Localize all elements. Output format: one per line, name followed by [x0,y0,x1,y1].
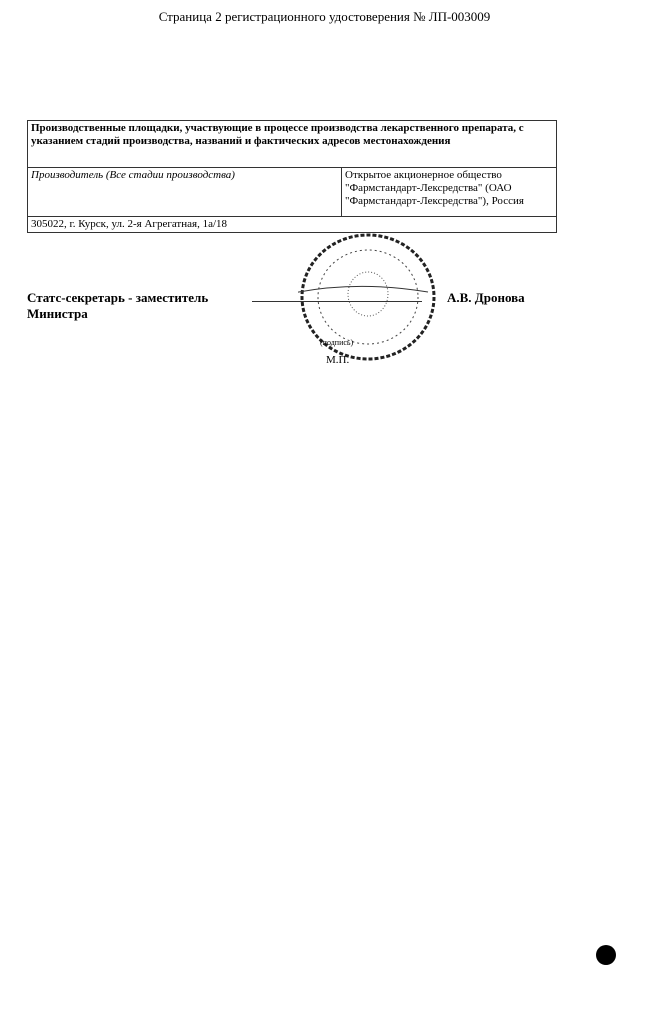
production-sites-table [27,120,557,233]
signature-caption: (подпись) [320,338,354,347]
seal-label: М.П. [326,354,350,366]
signature-scribble [298,286,428,302]
table-row [28,168,557,217]
page-title: Страница 2 регистрационного удостоверения № ЛП-003009 [158,9,491,24]
signatory-name: А.В. Дронова [447,290,525,305]
table-heading: Производственные площадки, участвующие в процессе производства лекарственного препарата, с указанием стадий производства, названий и фактических адресов местонахождения [28,121,557,168]
table-row [28,217,557,233]
page-marker-dot [596,945,616,965]
signatory-position: Статс-секретарь - заместитель Министра [27,290,209,321]
official-seal-stamp [298,232,438,362]
manufacturer-role: Производитель (Все стадии производства) [28,168,342,217]
manufacturer-name: Открытое акционерное общество "Фармстандарт-Лексредства" (ОАО "Фармстандарт-Лексредства"), Россия [342,168,557,217]
manufacturer-address: 305022, г. Курск, ул. 2-я Агрегатная, 1а/18 [28,217,557,233]
